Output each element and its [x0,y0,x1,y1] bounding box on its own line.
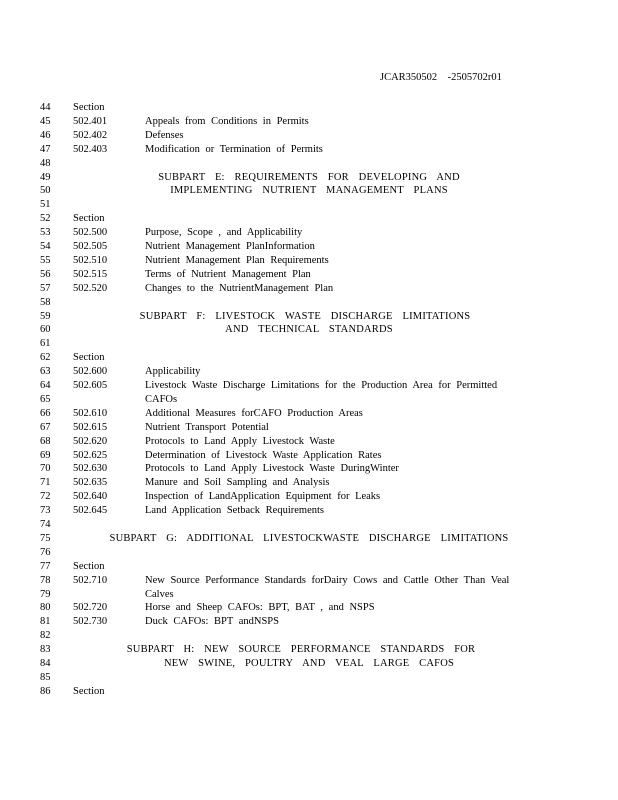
line-number: 49 [40,171,51,183]
document-line [0,198,618,211]
line-number: 81 [40,616,51,628]
section-title: Duck CAFOs: BPT andNSPS [145,616,279,628]
section-number: 502.605 [73,380,108,391]
line-number: 75 [40,532,51,544]
line-number: 73 [40,505,51,517]
subpart-heading: IMPLEMENTING NUTRIENT MANAGEMENT PLANS [170,185,448,197]
section-title: Terms of Nutrient Management Plan [145,268,311,280]
line-number: 48 [40,157,51,169]
section-number: 502.630 [73,463,108,475]
section-number: 502.645 [73,505,108,517]
line-number: 46 [40,129,51,141]
line-number: 61 [40,338,51,350]
section-number: 502.402 [73,129,108,141]
section-number: Section [73,352,105,364]
section-number: 502.615 [73,421,108,433]
section-number: 502.610 [73,407,108,419]
document-line [0,143,618,156]
section-number: Section [73,685,105,697]
document-line [0,574,618,587]
line-number: 76 [40,546,51,558]
section-title: Horse and Sheep CAFOs: BPT, BAT , and NSPS [145,602,375,614]
line-number: 65 [40,393,51,405]
section-title: Defenses [145,129,184,141]
section-title: Determination of Livestock Waste Application Rates [145,449,382,461]
document-line [0,643,618,656]
subpart-heading: SUBPART F: LIVESTOCK WASTE DISCHARGE LIMITATIONS [139,310,471,322]
section-number: 502.640 [73,491,108,503]
document-line [0,226,618,239]
section-title: Nutrient Transport Potential [145,421,269,433]
line-number: 53 [40,227,51,239]
document-line [0,296,618,309]
line-number: 50 [40,185,51,197]
line-number: 83 [40,644,51,656]
subpart-heading: SUBPART H: NEW SOURCE PERFORMANCE STANDARDS FOR [126,644,476,656]
document-line [0,671,618,684]
document-line [0,171,618,184]
section-title: Protocols to Land Apply Livestock Waste [145,435,335,447]
line-number: 60 [40,324,51,336]
section-number: Section [73,560,105,572]
section-title: Purpose, Scope , and Applicability [145,227,303,239]
section-number: 502.515 [73,268,108,280]
document-line [0,518,618,531]
document-line [0,184,618,197]
line-number: 64 [40,380,51,391]
document-line [0,115,618,128]
document-line [0,393,618,406]
document-header: JCAR350502 -2505702r01 [380,72,502,83]
section-number: Section [73,213,105,225]
document-line [0,657,618,670]
document-line [0,212,618,225]
section-number: Section [73,102,105,113]
document-line [0,629,618,642]
section-number: 502.720 [73,602,108,614]
subpart-heading: AND TECHNICAL STANDARDS [225,324,393,336]
line-number: 56 [40,268,51,280]
document-line [0,282,618,295]
document-line [0,449,618,462]
document-line [0,407,618,420]
section-title: Changes to the NutrientManagement Plan [145,282,334,294]
section-number: 502.730 [73,616,108,628]
document-line [0,490,618,503]
section-number: 502.625 [73,449,108,461]
document-line [0,546,618,559]
section-title: Appeals from Conditions in Permits [145,115,309,127]
section-number: 502.510 [73,254,108,266]
section-title: Land Application Setback Requirements [145,505,324,517]
document-line [0,365,618,378]
document-line [0,588,618,601]
line-number: 82 [40,630,51,642]
line-number: 84 [40,658,51,669]
line-number: 72 [40,491,51,503]
line-number: 67 [40,421,51,433]
document-line [0,268,618,281]
section-title: Nutrient Management Plan Requirements [145,254,329,266]
document-line [0,379,618,392]
line-number: 79 [40,588,51,600]
section-title: Livestock Waste Discharge Limitations for the Production Area for Permitted [145,380,498,391]
document-line [0,337,618,350]
section-title: Applicability [145,366,201,378]
line-number: 66 [40,407,51,419]
section-number: 502.520 [73,282,108,294]
document-line [0,129,618,142]
line-number: 77 [40,560,51,572]
document-line [0,101,618,114]
section-number: 502.620 [73,435,108,447]
line-number: 78 [40,574,51,586]
line-number: 59 [40,310,51,322]
document-line [0,476,618,489]
section-number: 502.401 [73,115,108,127]
document-line [0,560,618,573]
document-line [0,323,618,336]
section-title: Protocols to Land Apply Livestock Waste DuringWinter [145,463,399,475]
section-title: Additional Measures forCAFO Production Areas [145,407,363,419]
line-number: 45 [40,115,51,127]
section-number: 502.403 [73,143,108,155]
line-number: 80 [40,602,51,614]
line-number: 55 [40,254,51,266]
subpart-heading: SUBPART G: ADDITIONAL LIVESTOCKWASTE DISCHARGE LIMITATIONS [109,532,509,544]
subpart-heading: SUBPART E: REQUIREMENTS FOR DEVELOPING AND [158,171,460,183]
document-line [0,462,618,475]
document-line [0,435,618,448]
line-number: 63 [40,366,51,378]
section-title: Manure and Soil Sampling and Analysis [145,477,330,489]
line-number: 70 [40,463,51,475]
section-title: Nutrient Management PlanInformation [145,241,315,252]
line-number: 58 [40,296,51,308]
document-line [0,240,618,253]
document-line [0,685,618,698]
section-title: CAFOs [145,393,178,405]
section-title: Modification or Termination of Permits [145,143,323,155]
document-line [0,504,618,517]
line-number: 86 [40,685,51,697]
document-line [0,310,618,323]
document-line [0,254,618,267]
document-line [0,532,618,545]
section-number: 502.600 [73,366,108,378]
section-title: Calves [145,588,174,600]
line-number: 69 [40,449,51,461]
section-number: 502.635 [73,477,108,489]
line-number: 71 [40,477,51,489]
document-line [0,601,618,614]
document-line [0,421,618,434]
line-number: 68 [40,435,51,447]
document-line [0,157,618,170]
section-number: 502.500 [73,227,108,239]
line-number: 74 [40,519,51,530]
section-title: New Source Performance Standards forDairy Cows and Cattle Other Than Veal [145,574,510,586]
document-line [0,351,618,364]
line-number: 54 [40,241,51,252]
line-number: 44 [40,102,51,113]
line-number: 57 [40,282,51,294]
line-number: 85 [40,671,51,683]
line-number: 47 [40,143,51,155]
section-title: Inspection of LandApplication Equipment for Leaks [145,491,381,503]
line-number: 62 [40,352,51,364]
line-number: 52 [40,213,51,225]
section-number: 502.505 [73,241,108,252]
section-number: 502.710 [73,574,108,586]
subpart-heading: NEW SWINE, POULTRY AND VEAL LARGE CAFOS [163,658,455,669]
line-number: 51 [40,199,51,211]
document-line [0,615,618,628]
